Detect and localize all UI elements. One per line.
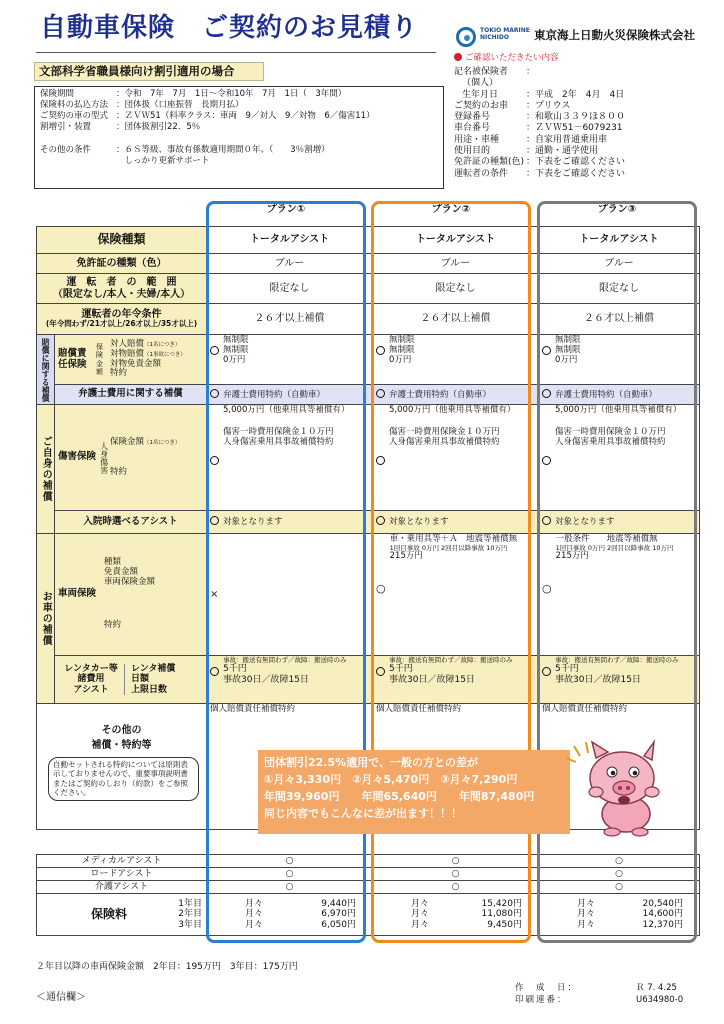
plan-3-road: ○ (539, 868, 700, 881)
circle-mark-icon (376, 346, 385, 355)
plan-1-personal: 5,000万円（他乗用具等補償有） 傷害一時費用保険金１０万円 人身傷害乗用具事故補償特約 (207, 405, 373, 511)
print-serial-label: 印刷連番： (515, 995, 568, 1005)
info-row: 車台番号 ：ＺＶＷ51－6079231 (454, 123, 623, 134)
created-date-value: Ｒ 7. 4.25 (636, 983, 677, 993)
other-note: 自動セットされる特約については原則表示しておりませんので、重要事項説明書またはご契約のしおり（約款）をご参照ください。 (48, 757, 199, 801)
plan-2-rental: 事故：搬送有無問わず／故障：搬送時のみ 5千円 事故30日／故障15日 (373, 656, 539, 704)
info-row: 使用目的 ：通勤・通学使用 (454, 146, 599, 157)
plan-1-premium: 月々 月々 月々 9,440円 6,970円 6,050円 (207, 894, 373, 936)
label-medical: メディカルアシスト (37, 855, 207, 868)
plan-3-lawyer: 弁護士費用特約（自動車） (539, 385, 700, 405)
row-care (37, 881, 700, 894)
row-vehicle (37, 534, 700, 656)
circle-mark-icon: ○ (542, 582, 552, 595)
plan-1-insurance-type: トータルアシスト (207, 227, 373, 254)
circle-mark-icon (376, 456, 385, 465)
plan-1-liability: 無制限 無制限 0万円 (207, 335, 373, 385)
policy-model-row: ご契約の車の型式 ：ＺＶＷ51（料率クラス：車両 9／対人 9／対物 6／傷害11） (40, 111, 375, 121)
plan-2-vehicle: ○ 車・乗用具等＋Ａ 地震等補償無 1回目事故 0万円 2回目以降事故 10万円 215万円 (373, 534, 539, 656)
plan-2-premium: 月々 月々 月々 15,420円 11,080円 9,450円 (373, 894, 539, 936)
plan-3-age-condition: ２６才以上補償 (539, 304, 700, 335)
policy-period-row: 保険期間 ：令和 7年 7月 1日～令和10年 7月 1日（ 3年間） (40, 89, 347, 99)
label-other: その他の 補償・特約等 自動セットされる特約については原則表示しておりませんので、重要事項説明書またはご契約のしおり（約款）をご参照ください。 (37, 704, 207, 830)
plan-1-age-condition: ２６才以上補償 (207, 304, 373, 335)
title-divider (36, 52, 436, 53)
circle-mark-icon (542, 346, 551, 355)
circle-mark-icon (210, 346, 219, 355)
row-medical (37, 855, 700, 868)
info-row: 生年月日 ：平成 2年 4月 4日 (462, 89, 625, 100)
plan-3-personal: 5,000万円（他乗用具等補償有） 傷害一時費用保険金１０万円 人身傷害乗用具事故補償特約 (539, 405, 700, 511)
info-row: 登録番号 ：和歌山３３９ほ８００ (454, 112, 626, 123)
policy-other-row: その他の条件 ：６Ｓ等級、事故有係数適用期間０年、（ 3％割増） (40, 145, 330, 155)
label-road: ロードアシスト (37, 868, 207, 881)
row-road (37, 868, 700, 881)
label-driver-scope: 運 転 者 の 範 囲 （限定なし/本人・夫婦/本人） (37, 274, 207, 304)
plan-2-other: 個人賠償責任補償特約 (373, 704, 539, 830)
plan-2-insurance-type: トータルアシスト (373, 227, 539, 254)
circle-mark-icon (542, 516, 551, 525)
info-row: 用途・車種 ：自家用普通乗用車 (454, 134, 608, 145)
cross-mark-icon: × (210, 588, 219, 600)
plan-1-road: ○ (207, 868, 373, 881)
policy-payment-row: 保険料の払込方法 ：団体扱（口座振替 長期月払） (40, 100, 244, 110)
row-liability (37, 335, 700, 385)
policy-summary-box (34, 86, 444, 189)
info-row: （個人） (462, 78, 499, 89)
info-row: 免許証の種類(色) ：下表をご確認ください (454, 157, 626, 168)
category-vehicle: お車の補償 (37, 534, 55, 704)
plan-3-license-color: ブルー (539, 254, 700, 274)
row-age-condition (37, 304, 700, 335)
plan-2-liability: 無制限 無制限 0万円 (373, 335, 539, 385)
category-liability: 賠償に関する補償 (37, 335, 55, 405)
plan-2-header: プラン② (431, 204, 471, 215)
label-care: 介護アシスト (37, 881, 207, 894)
plan-3-hospital: 対象となります (539, 511, 700, 534)
print-serial-value: U634980-0 (636, 995, 684, 1005)
plan-2-hospital: 対象となります (373, 511, 539, 534)
info-row: 運転者の条件 ：下表をご確認ください (454, 168, 626, 179)
plan-2-personal: 5,000万円（他乗用具等補償有） 傷害一時費用保険金１０万円 人身傷害乗用具事故補償特約 (373, 405, 539, 511)
plan-2-road: ○ (373, 868, 539, 881)
assist-premium-table (36, 854, 700, 936)
plan-1-rental: 事故：搬送有無問わず／故障：搬送時のみ 5千円 事故30日／故障15日 (207, 656, 373, 704)
page-title: 自動車保険 ご契約のお見積り (40, 13, 419, 43)
plan-2-medical: ○ (373, 855, 539, 868)
vehicle-amount-note: ２年目以降の車両保険金額 2年目：195万円 3年目：175万円 (36, 962, 298, 972)
row-insurance-type (37, 227, 700, 254)
communication-field-label: ＜通信欄＞ (36, 992, 86, 1003)
discount-callout: 団体割引22.5%適用で、一般の方との差が ①月々3,330円 ②月々5,470円 ③月々7,290円 年間39,960円 年間65,640円 年間87,480円 同じ内容でもこんなに差が出ます！！！ (258, 750, 570, 834)
info-row: 記名被保険者 ： (454, 67, 536, 77)
plan-1-hospital: 対象となります (207, 511, 373, 534)
circle-mark-icon: ○ (376, 582, 386, 595)
plan-3-header: プラン③ (597, 204, 637, 215)
plan-3-care: ○ (539, 881, 700, 894)
label-age-condition: 運転者の年令条件 (年令問わず/21才以上/26才以上/35才以上) (37, 304, 207, 335)
plan-1-header: プラン① (266, 204, 306, 215)
plan-1-license-color: ブルー (207, 254, 373, 274)
pig-mascot-icon (560, 738, 670, 838)
plan-3-medical: ○ (539, 855, 700, 868)
info-row: ご契約のお車 ：プリウス (454, 100, 571, 111)
circle-mark-icon (210, 389, 219, 398)
plan-1-vehicle (207, 534, 373, 656)
label-liability: 賠償責任保険 保険金額 対人賠償（1名につき） 対物賠償（1事故につき） 対物免責金額 特約 (55, 335, 207, 385)
plan-3-insurance-type: トータルアシスト (539, 227, 700, 254)
plan-1-care: ○ (207, 881, 373, 894)
circle-mark-icon (376, 667, 385, 676)
confirm-note: ご確認いただきたい内容 (454, 53, 559, 64)
label-hospital: 入院時選べるアシスト (55, 511, 207, 534)
row-lawyer (37, 385, 700, 405)
plan-3-vehicle: ○ 一般条件 地震等補償無 1回目事故 0万円 2回目以降事故 10万円 215万円 (539, 534, 700, 656)
discount-banner: 文部科学省職員様向け割引適用の場合 (34, 62, 264, 81)
category-personal: ご自身の補償 (37, 405, 55, 534)
row-hospital (37, 511, 700, 534)
label-insurance-type: 保険種類 (37, 227, 207, 254)
row-rental (37, 656, 700, 704)
plan-1-lawyer: 弁護士費用特約（自動車） (207, 385, 373, 405)
plan-2-care: ○ (373, 881, 539, 894)
circle-mark-icon (376, 516, 385, 525)
row-premium (37, 894, 700, 936)
red-dot-icon (454, 53, 462, 61)
plan-3-driver-scope: 限定なし (539, 274, 700, 304)
company-name-en: TOKIO MARINE NICHIDO (480, 27, 530, 41)
circle-mark-icon (210, 667, 219, 676)
plan-3-premium: 月々 月々 月々 20,540円 14,600円 12,370円 (539, 894, 700, 936)
plan-2-license-color: ブルー (373, 254, 539, 274)
circle-mark-icon (210, 456, 219, 465)
circle-mark-icon (542, 667, 551, 676)
circle-mark-icon (376, 389, 385, 398)
plan-3-rental: 事故：搬送有無問わず／故障：搬送時のみ 5千円 事故30日／故障15日 (539, 656, 700, 704)
plan-1-medical: ○ (207, 855, 373, 868)
company-logo-icon (456, 27, 476, 47)
company-name-jp: 東京海上日動火災保険株式会社 (534, 28, 695, 42)
label-rental: レンタカー等 諸費用 アシスト レンタ補償 日額 上限日数 (55, 656, 207, 704)
row-personal (37, 405, 700, 511)
plan-1-driver-scope: 限定なし (207, 274, 373, 304)
label-lawyer: 弁護士費用に関する補償 (55, 385, 207, 405)
label-vehicle: 車両保険 種類 免責金額 車両保険金額 特約 (55, 534, 207, 656)
label-license-color: 免許証の種類（色） (37, 254, 207, 274)
label-personal: 傷害保険 人身傷害 保険金額（1名につき） 特約 (55, 405, 207, 511)
plan-2-driver-scope: 限定なし (373, 274, 539, 304)
row-driver-scope (37, 274, 700, 304)
circle-mark-icon (210, 516, 219, 525)
insured-info (454, 67, 699, 180)
created-date-label: 作 成 日： (515, 983, 579, 993)
label-premium: 保険料 1年目 2年目 3年目 (37, 894, 207, 936)
plan-3-other: 個人賠償責任補償特約 (539, 704, 700, 830)
circle-mark-icon (542, 456, 551, 465)
plan-1-other: 個人賠償責任補償特約 (207, 704, 373, 830)
circle-mark-icon (542, 389, 551, 398)
policy-other-row-2: しっかり更新サポート (116, 156, 210, 166)
plan-2-lawyer: 弁護士費用特約（自動車） (373, 385, 539, 405)
plan-2-age-condition: ２６才以上補償 (373, 304, 539, 335)
policy-discount-row: 割増引・装置 ：団体扱割引22．5％ (40, 122, 201, 132)
plan-3-liability: 無制限 無制限 0万円 (539, 335, 700, 385)
row-license-color (37, 254, 700, 274)
